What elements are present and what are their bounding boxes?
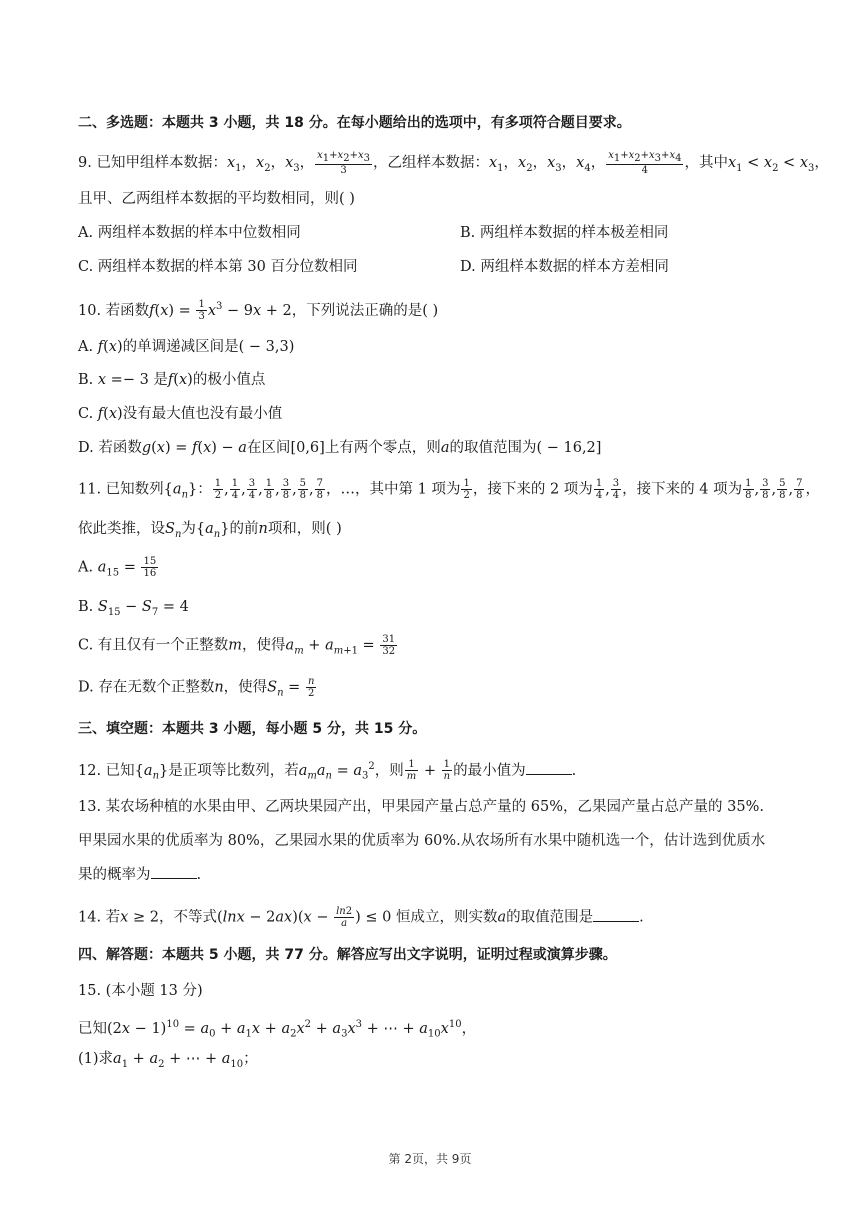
q12-text: . xyxy=(571,762,577,779)
question-10-option-b: B. x =− 3 是f(x)的极小值点 xyxy=(78,372,266,388)
q11-option-d-text2: ，使得 xyxy=(223,679,268,696)
question-10-option-c: C. f(x)没有最大值也没有最小值 xyxy=(78,406,283,422)
question-13-line3 xyxy=(78,864,800,886)
fraction: $\frac{x_1+x_2+x_3+x_4}{4}$ xyxy=(608,150,682,176)
q10-option-d-text3: 上有两个零点，则 xyxy=(324,440,441,456)
q10-option-b-text2: 的极小值点 xyxy=(192,372,266,388)
section-fill-in-heading: 三、填空题：本题共 3 小题，每小题 5 分，共 15 分。 xyxy=(78,721,427,737)
q11-stem-part: 11. 已知数列 xyxy=(78,481,164,498)
answer-blank xyxy=(151,864,197,879)
question-13-line1: 13. 某农场种植的水果由甲、乙两块果园产出，甲果园产量占总产量的 65%，乙果园产量占总产量的 35%. xyxy=(78,799,764,815)
q9-stem-part: 其中 xyxy=(698,155,728,171)
q11-option-d-text: D. 存在无数个正整数 xyxy=(78,679,215,696)
q14-text: ，不等式 xyxy=(158,909,217,926)
q14-text: 恒成立，则实数 xyxy=(395,909,498,926)
q14-text: 14. 若 xyxy=(78,909,121,926)
section-answer-heading: 四、解答题：本题共 5 小题，共 77 分。解答应写出文字说明，证明过程或演算步骤。 xyxy=(78,947,617,963)
page-footer: 第 2页，共 9页 xyxy=(388,1152,472,1166)
question-13-line2: 甲果园水果的优质率为 80%，乙果园水果的优质率为 60%.从农场所有水果中随机选一个，估计选到优质水 xyxy=(78,833,766,849)
q11-line2-text: 的前 xyxy=(229,521,259,537)
question-9-stem: 9. 已知甲组样本数据：$x_1$，$x_2$，$x_3$， $\frac{x_1+x_2+x_3}{3}$ ，乙组样本数据：$x_1$，$x_2$，$x_3$，$x_4$， $\frac{x_1+x_2+x_3+x_4}{4}$ ，其中$x_1 < x_2 < x_3$， xyxy=(78,150,829,176)
q12-text: 是正项等比数列，若 xyxy=(168,762,299,779)
question-11-option-a: A. $a_{15}$ = $\frac{15}{16}$ xyxy=(78,556,157,579)
q9-option-b: B. 两组样本数据的样本极差相同 xyxy=(460,225,669,241)
question-9-options-row2 xyxy=(78,256,800,278)
question-9-stem-line2: 且甲、乙两组样本数据的平均数相同，则( ) xyxy=(78,191,355,207)
question-11-stem: 11. 已知数列$\{a_n\}$： $\frac{1}{2}$ , $\frac{1}{4}$ , $\frac{3}{4}$ , $\frac{1}{8}$ , $\frac{3}{8}$ , $\frac{5}{8}$ , $\frac{7}{8}$ ，…，其中第 1 项为 $\frac{1}{2}$ ，接下来的 2 项为 $\frac{1}{4}$ , $\frac{3}{4}$ ，接下来的 4 项为 $\frac{1}{8}$ , $\frac{3}{8}$ , $\frac{5}{8}$ , $\frac{7}{8}$ ， xyxy=(78,478,820,501)
q11-option-c-text2: ，使得 xyxy=(242,637,286,654)
q10-option-a-text: 的单调递减区间是 xyxy=(122,339,239,355)
q9-option-c: C. 两组样本数据的样本第 30 百分位数相同 xyxy=(78,259,358,275)
q9-option-d: D. 两组样本数据的样本方差相同 xyxy=(460,259,669,275)
section-multiple-choice-heading: 二、多选题：本题共 3 小题，共 18 分。在每小题给出的选项中，有多项符合题目要求。 xyxy=(78,115,631,131)
q11-stem-part: ，接下来的 2 项为 xyxy=(472,481,593,498)
q14-text: . xyxy=(639,909,644,926)
q10-option-d-text2: 在区间 xyxy=(246,440,291,456)
question-11-stem-line2: 依此类推，设$S_n$为$\{a_n\}$的前n项和，则( ) xyxy=(78,521,342,540)
q13-text: . xyxy=(196,867,202,883)
q12-text: 12. 已知 xyxy=(78,762,135,779)
q12-text: 的最小值为 xyxy=(453,762,526,779)
q10-stem-part: ，下列说法正确的是( ) xyxy=(291,302,439,319)
question-14: 14. 若x ≥ 2，不等式(lnx − 2ax)(x − $\frac{\ln 2}{a}$ ) ≤ 0 恒成立，则实数a的取值范围是 . xyxy=(78,906,644,929)
q9-stem-part: 乙组样本数据： xyxy=(387,155,489,171)
answer-blank xyxy=(593,907,639,922)
q13-text: 果的概率为 xyxy=(78,867,151,883)
question-10-stem: 10. 若函数f(x) = $\frac{1}{3}$ $x^3 - 9x + 2$，下列说法正确的是( ) xyxy=(78,299,439,323)
question-10-option-d: D. 若函数g(x) = f(x) − a在区间[0,6]上有两个零点，则a的取值范围为( − 16,2] xyxy=(78,440,602,456)
q9-stem-part: 9. 已知甲组样本数据： xyxy=(78,155,227,171)
question-11-option-c: C. 有且仅有一个正整数m，使得$a_m + a_{m+1}$ = $\frac{31}{32}$ xyxy=(78,634,396,657)
fraction: $\frac{1}{3}$ xyxy=(198,299,205,323)
q10-option-d-text: D. 若函数 xyxy=(78,440,142,456)
q15-text: (1)求 xyxy=(78,1051,114,1067)
q14-text: 的取值范围是 xyxy=(506,909,594,926)
q10-option-b-text: 是 xyxy=(153,372,168,388)
q11-option-c-text: C. 有且仅有一个正整数 xyxy=(78,637,229,654)
question-15-line2: 已知$(2x - 1)^{10} = a_0 + a_1x + a_2x^2 + a_3x^3$ + ⋯ + $a_{10}x^{10}$， xyxy=(78,1019,477,1040)
q9-option-a: A. 两组样本数据的样本中位数相同 xyxy=(78,225,301,241)
q15-text: 已知 xyxy=(78,1020,107,1037)
answer-blank xyxy=(526,760,572,775)
q11-line2-text: 项和，则( ) xyxy=(267,521,342,537)
q10-option-c-text: 没有最大值也没有最小值 xyxy=(122,406,283,422)
question-9-options-row1 xyxy=(78,222,800,244)
question-11-option-d: D. 存在无数个正整数n，使得$S_n$ = $\frac{n}{2}$ xyxy=(78,676,315,699)
question-10-option-a: A. f(x)的单调递减区间是( − 3,3) xyxy=(78,339,295,355)
question-12: 12. 已知$\{a_n\}$是正项等比数列，若$a_ma_n = a_3^2$，则 $\frac{1}{m}$ + $\frac{1}{n}$ 的最小值为 . xyxy=(78,759,577,783)
question-15-heading: 15. (本小题 13 分) xyxy=(78,983,203,999)
q11-stem-part: ，其中第 1 项为 xyxy=(355,481,461,498)
q11-line2-text: 为 xyxy=(181,521,196,537)
question-11-option-b: B. $S_{15} - S_7 = 4$ xyxy=(78,599,189,618)
q11-stem-part: ，接下来的 4 项为 xyxy=(622,481,743,498)
q10-option-d-text4: 的取值范围为 xyxy=(449,440,537,456)
fraction: $\frac{x_1+x_2+x_3}{3}$ xyxy=(317,150,370,176)
q12-text: ，则 xyxy=(374,762,404,779)
q10-stem-part: 10. 若函数 xyxy=(78,302,150,319)
q11-line2-text: 依此类推，设 xyxy=(78,521,165,537)
question-15-part1: (1)求$a_1 + a_2$ + ⋯ + $a_{10}$； xyxy=(78,1051,258,1070)
